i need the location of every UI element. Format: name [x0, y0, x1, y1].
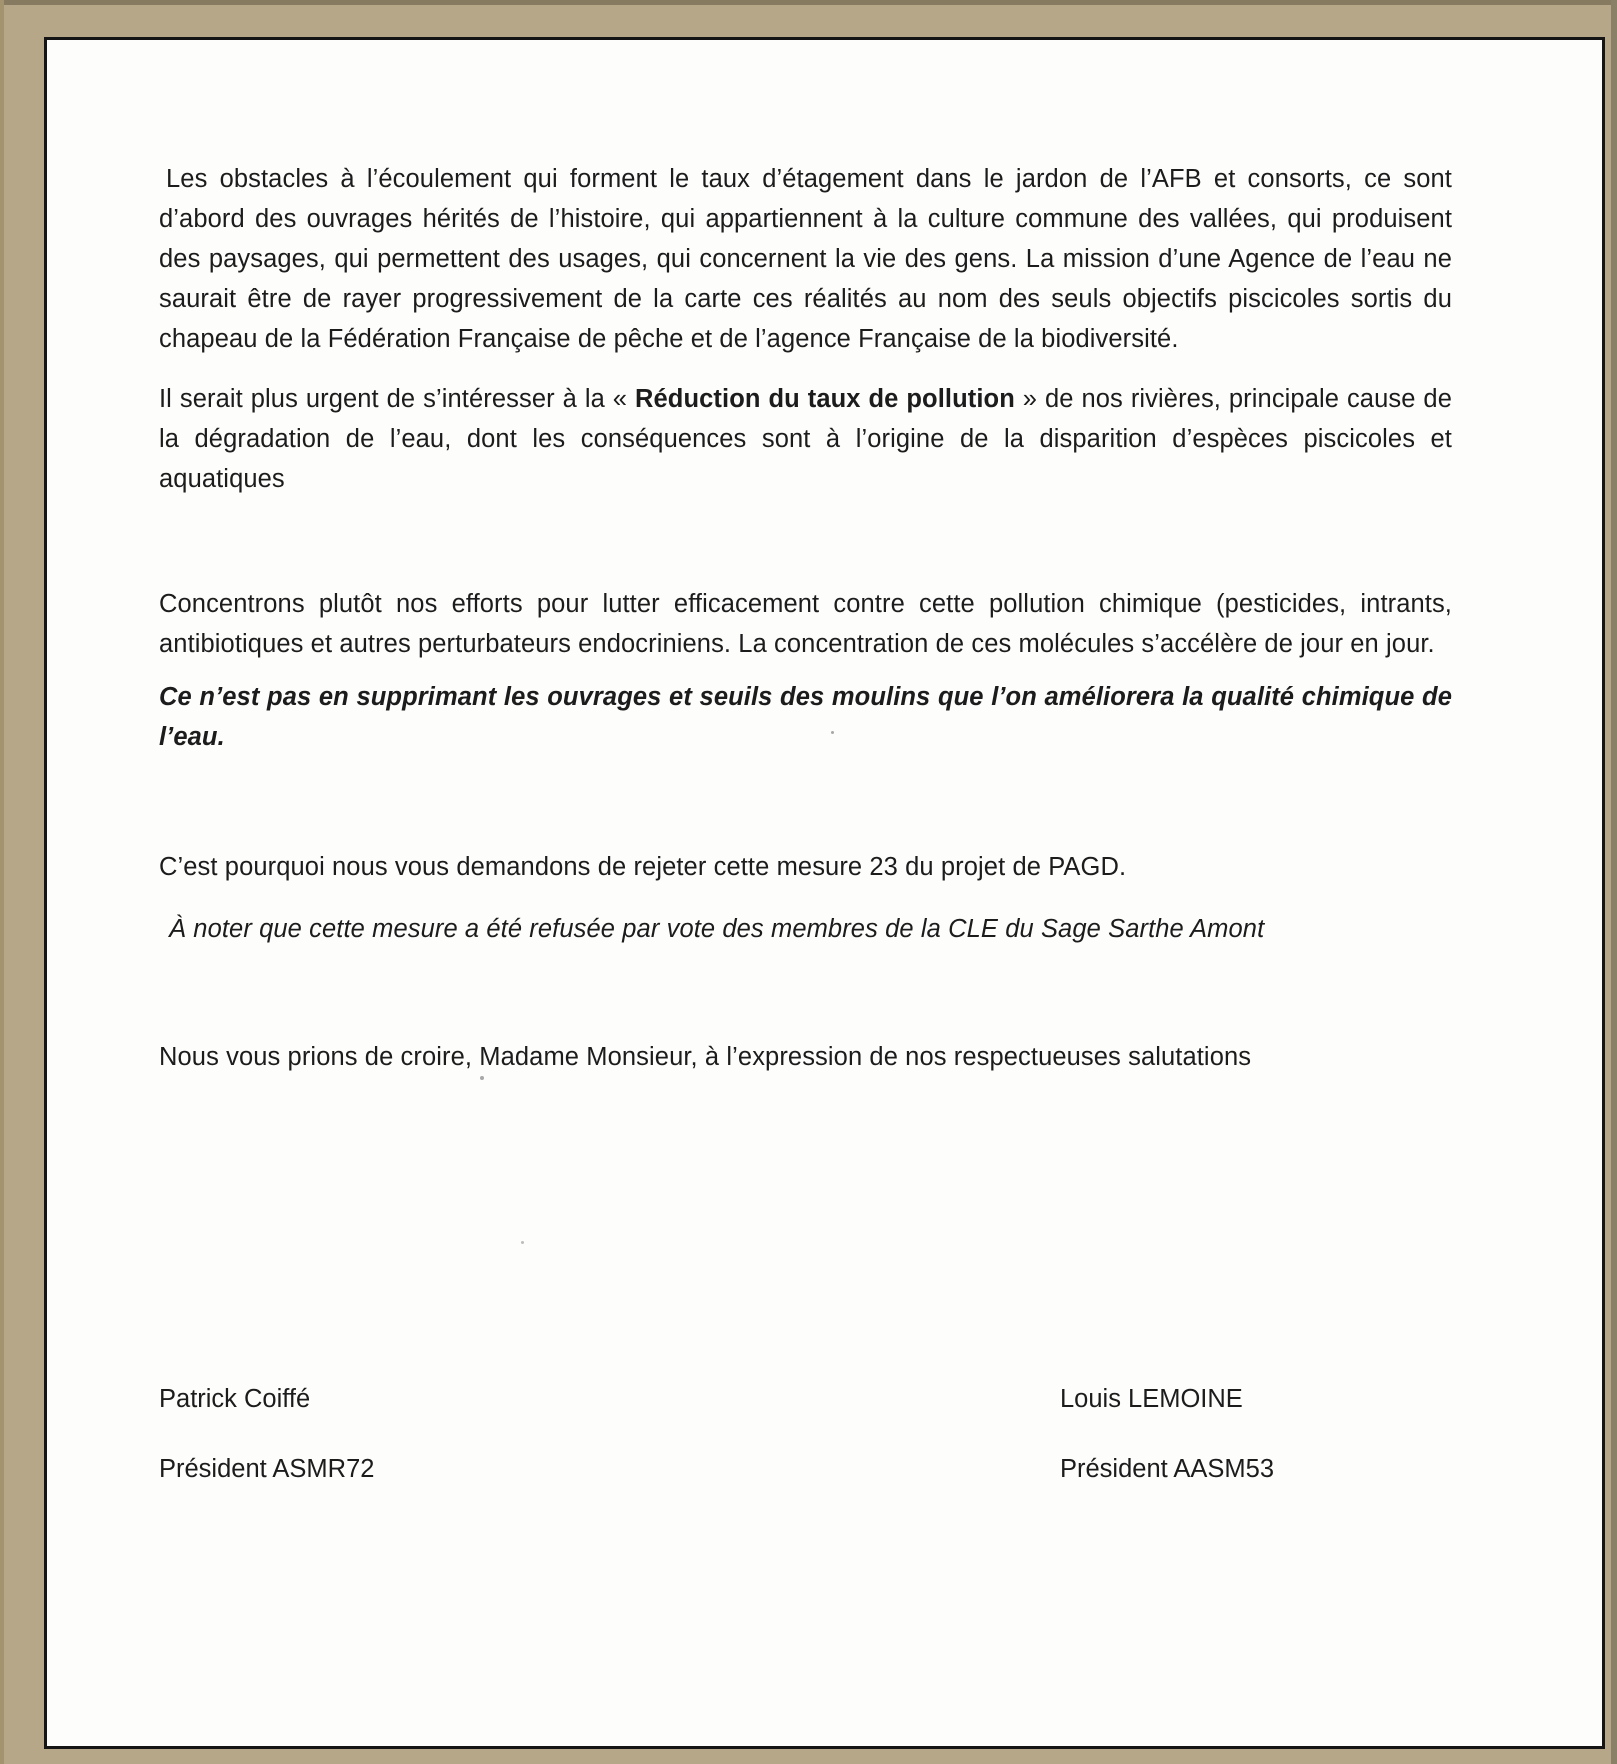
signatory-right-name: Louis LEMOINE — [1060, 1385, 1243, 1413]
scan-speck — [480, 1076, 484, 1080]
paragraph-obstacles: Les obstacles à l’écoulement qui forment le taux d’étagement dans le jardon de l’AFB et consorts, ce sont d’abord des ouvrages hérités de l’histoire, qui appartiennent à la culture commune des vallées, qui produisent des paysages, qui permettent des usages, qui concernent la vie des gens. La mission d’une Agence de l’eau ne saurait être de rayer progressivement de la carte ces réalités au nom des seuls objectifs piscicoles sortis du chapeau de la Fédération Française de pêche et de l’agence Française de la biodiversité. — [159, 165, 1452, 353]
scan-frame-edge-top — [0, 0, 1617, 5]
signature-names-row — [159, 1379, 1452, 1419]
signature-titles-row — [159, 1449, 1452, 1489]
paragraph-pollution-reduction — [159, 379, 1452, 499]
paragraph-note-vote: À noter que cette mesure a été refusée par vote des membres de la CLE du Sage Sarthe Amont — [169, 915, 1265, 943]
signatory-right-title: Président AASM53 — [1060, 1455, 1275, 1483]
pollution-post-text: » de nos rivières, principale cause de la dégradation de l’eau, dont les conséquences sont à l’origine de la disparition d’espèces piscicoles et aquatiques — [159, 385, 1452, 493]
scan-frame-edge-left — [0, 0, 4, 1764]
paragraph-statement-bold-italic: Ce n’est pas en supprimant les ouvrages et seuils des moulins que l’on améliorera la qualité chimique de l’eau. — [159, 683, 1452, 751]
scan-speck — [521, 1241, 524, 1244]
paragraph-reject-measure: C’est pourquoi nous vous demandons de rejeter cette mesure 23 du projet de PAGD. — [159, 853, 1127, 881]
paragraph-salutation: Nous vous prions de croire, Madame Monsieur, à l’expression de nos respectueuses salutations — [159, 1043, 1252, 1071]
letter-page — [44, 37, 1605, 1749]
signatory-left-title: Président ASMR72 — [159, 1455, 375, 1483]
signatory-left-name: Patrick Coiffé — [159, 1385, 311, 1413]
paragraph-chemical-pollution: Concentrons plutôt nos efforts pour lutter efficacement contre cette pollution chimique (pesticides, intrants, antibiotiques et autres perturbateurs endocriniens. La concentration de ces molécules s’accélère de jour en jour. — [159, 590, 1452, 658]
pollution-bold-phrase: Réduction du taux de pollution — [634, 385, 1015, 413]
scan-frame-edge-right — [1611, 0, 1617, 1764]
scan-speck — [831, 731, 834, 734]
pollution-pre-text: Il serait plus urgent de s’intéresser à la « — [159, 385, 635, 413]
